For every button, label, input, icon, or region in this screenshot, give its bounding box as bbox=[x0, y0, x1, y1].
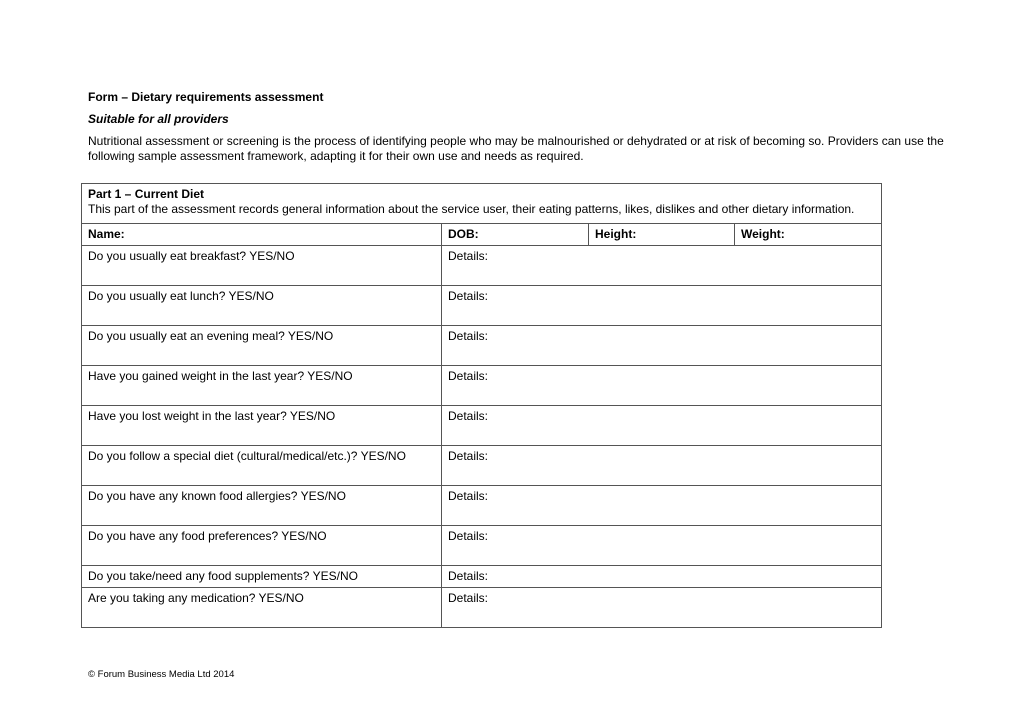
details-field[interactable]: Details: bbox=[442, 526, 882, 566]
weight-field[interactable]: Weight: bbox=[735, 224, 882, 246]
question-row bbox=[82, 446, 882, 486]
assessment-table bbox=[81, 183, 882, 628]
question-row bbox=[82, 326, 882, 366]
question-row bbox=[82, 366, 882, 406]
name-field[interactable]: Name: bbox=[82, 224, 442, 246]
question-text: Do you have any known food allergies? YES/NO bbox=[82, 486, 442, 526]
question-text: Have you lost weight in the last year? YES/NO bbox=[82, 406, 442, 446]
question-text: Have you gained weight in the last year? YES/NO bbox=[82, 366, 442, 406]
question-text: Do you follow a special diet (cultural/medical/etc.)? YES/NO bbox=[82, 446, 442, 486]
copyright-footer: © Forum Business Media Ltd 2014 bbox=[88, 669, 235, 680]
question-row bbox=[82, 486, 882, 526]
form-title: Form – Dietary requirements assessment bbox=[88, 90, 324, 104]
intro-paragraph: Nutritional assessment or screening is the process of identifying people who may be malnourished or dehydrated or at risk of becoming so. Providers can use the following sample assessment framework, adapting it for their own use and needs as required. bbox=[88, 134, 944, 163]
question-text: Do you usually eat an evening meal? YES/NO bbox=[82, 326, 442, 366]
part-header-row bbox=[82, 184, 882, 224]
part-header-cell bbox=[82, 184, 882, 224]
personal-info-row bbox=[82, 224, 882, 246]
question-text: Are you taking any medication? YES/NO bbox=[82, 588, 442, 628]
form-subtitle: Suitable for all providers bbox=[88, 112, 229, 126]
part-title: Part 1 – Current Diet bbox=[88, 187, 205, 201]
details-field[interactable]: Details: bbox=[442, 566, 882, 588]
details-field[interactable]: Details: bbox=[442, 588, 882, 628]
dob-field[interactable]: DOB: bbox=[442, 224, 589, 246]
question-row bbox=[82, 526, 882, 566]
details-field[interactable]: Details: bbox=[442, 366, 882, 406]
question-text: Do you have any food preferences? YES/NO bbox=[82, 526, 442, 566]
question-text: Do you usually eat lunch? YES/NO bbox=[82, 286, 442, 326]
details-field[interactable]: Details: bbox=[442, 286, 882, 326]
details-field[interactable]: Details: bbox=[442, 326, 882, 366]
question-text: Do you take/need any food supplements? YES/NO bbox=[82, 566, 442, 588]
question-row bbox=[82, 286, 882, 326]
details-field[interactable]: Details: bbox=[442, 246, 882, 286]
details-field[interactable]: Details: bbox=[442, 486, 882, 526]
question-row bbox=[82, 588, 882, 628]
question-row bbox=[82, 406, 882, 446]
details-field[interactable]: Details: bbox=[442, 446, 882, 486]
height-field[interactable]: Height: bbox=[589, 224, 735, 246]
question-row bbox=[82, 246, 882, 286]
question-text: Do you usually eat breakfast? YES/NO bbox=[82, 246, 442, 286]
part-description: This part of the assessment records general information about the service user, their eating patterns, likes, dislikes and other dietary information. bbox=[88, 202, 855, 216]
details-field[interactable]: Details: bbox=[442, 406, 882, 446]
question-row bbox=[82, 566, 882, 588]
